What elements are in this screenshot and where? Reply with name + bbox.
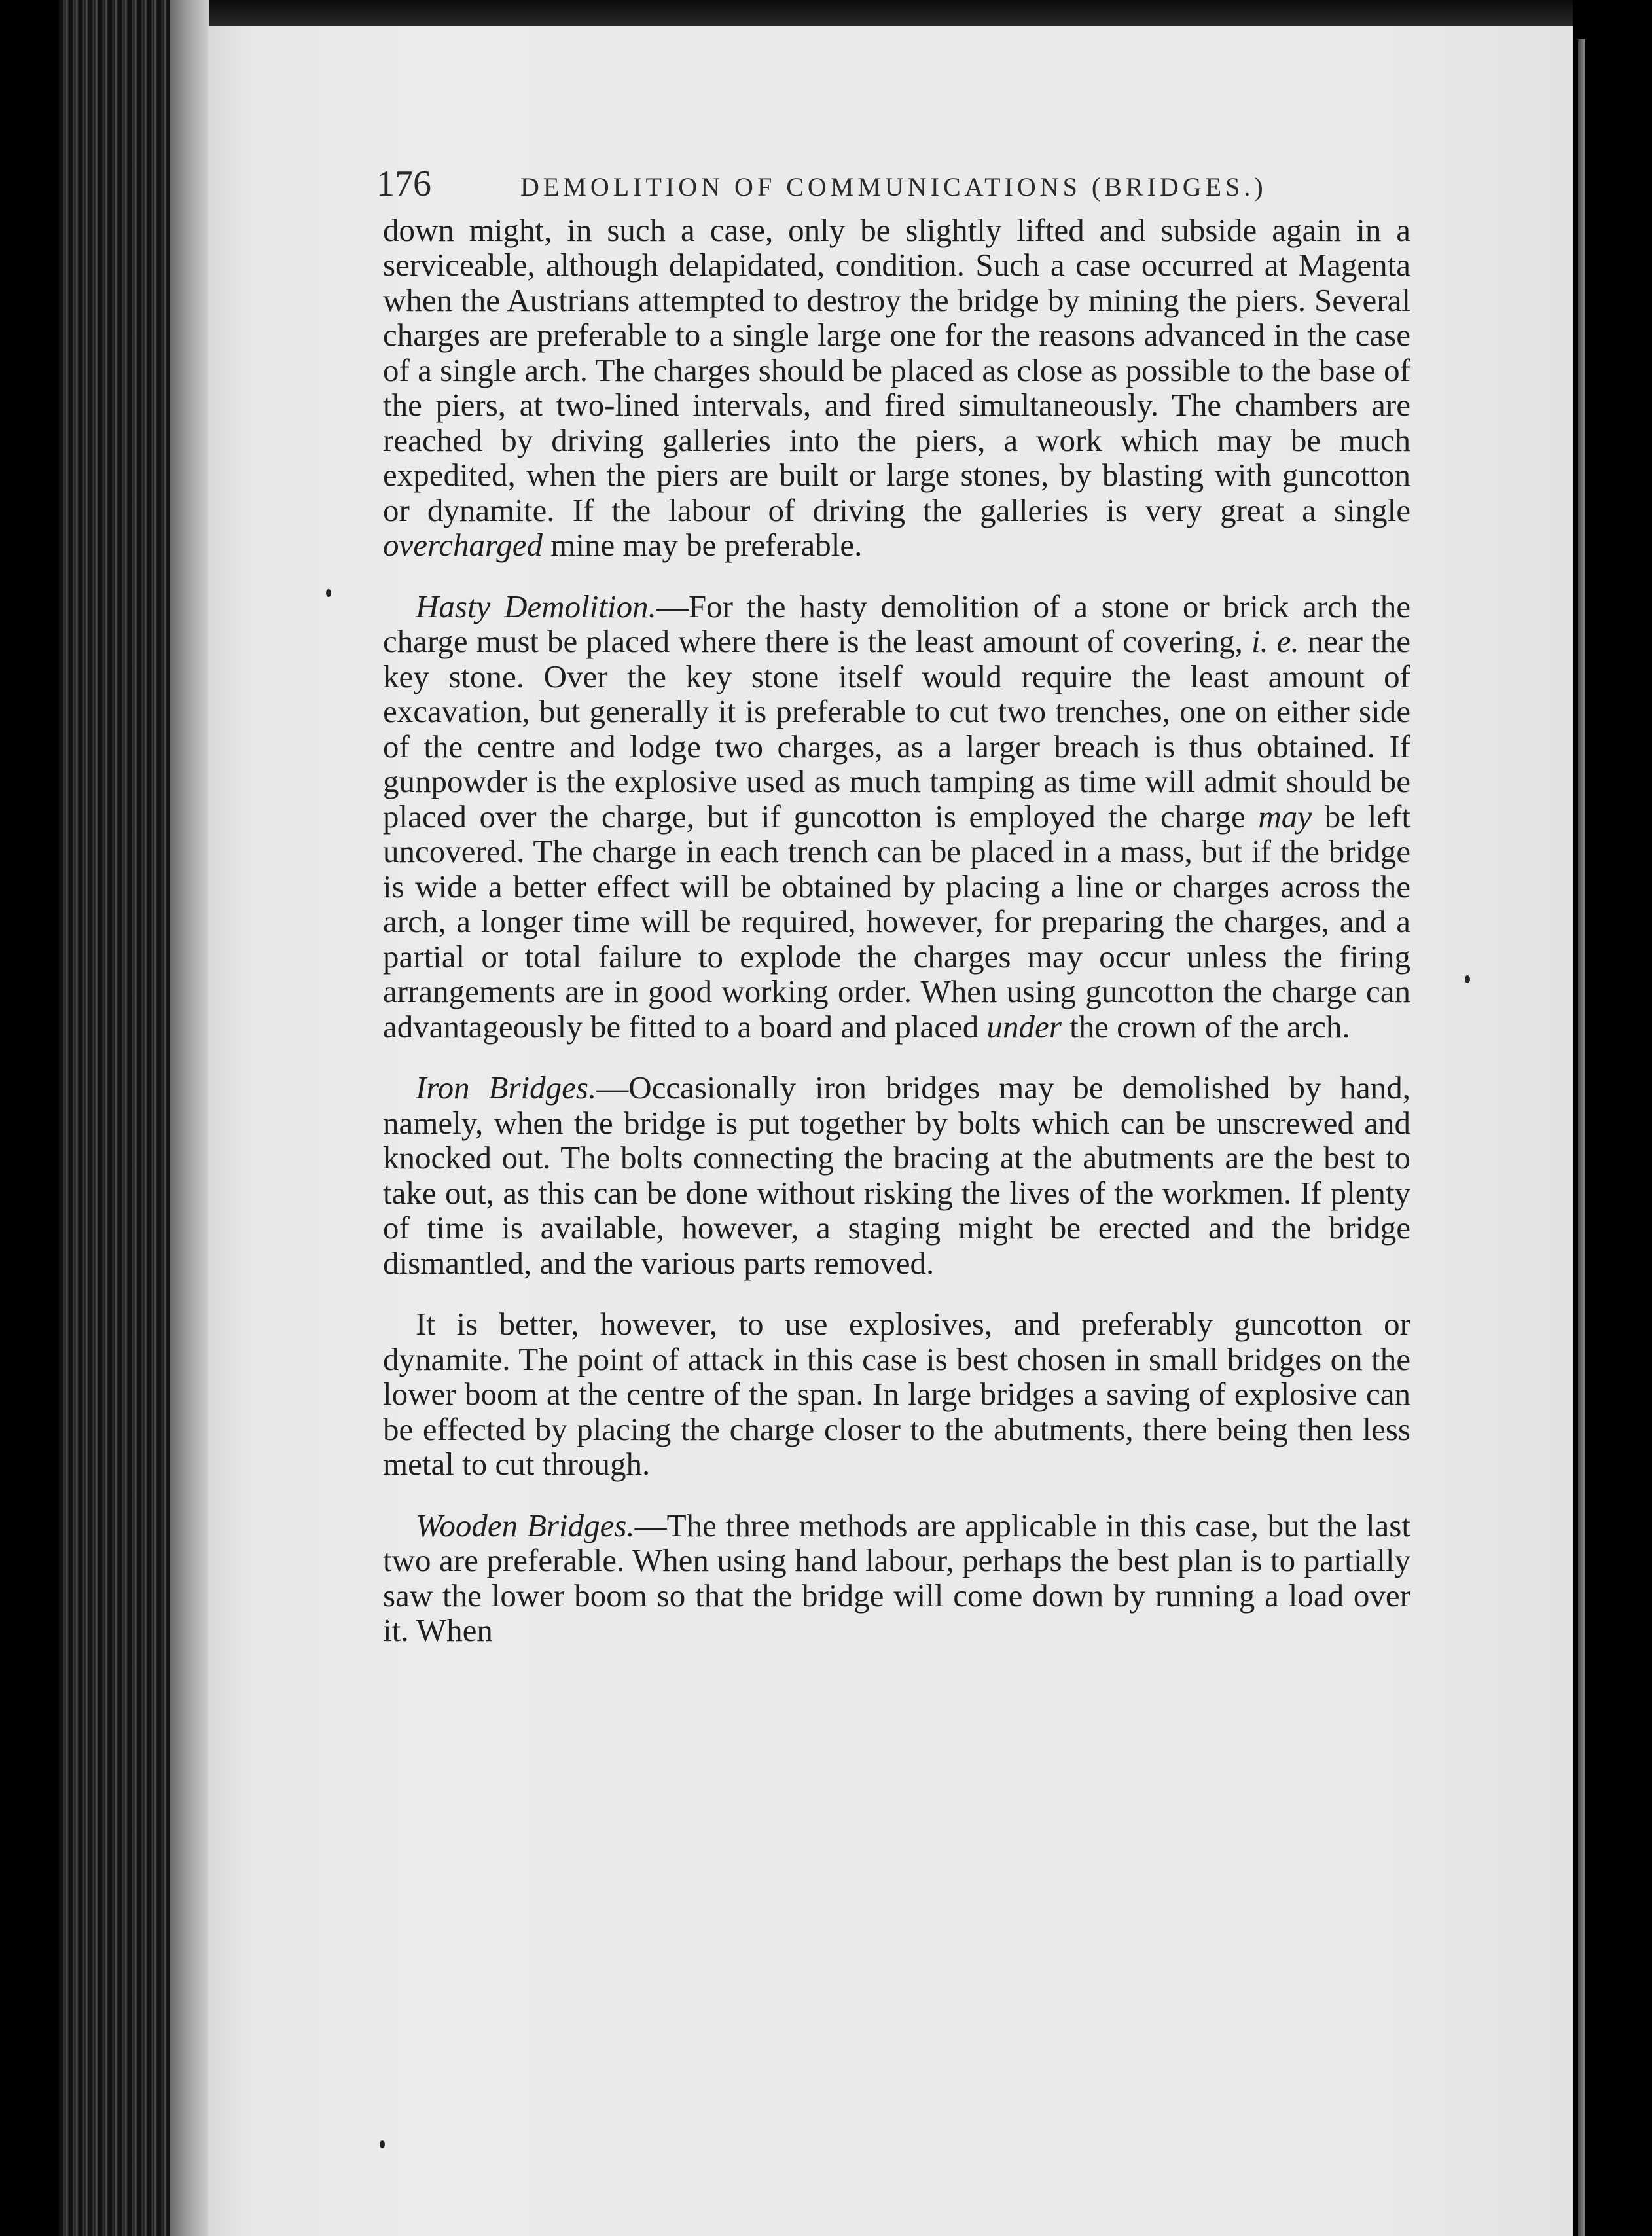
italic-term: under (986, 1008, 1062, 1045)
italic-term: overcharged (383, 527, 543, 563)
stray-mark (1465, 975, 1470, 983)
right-gutter (1573, 0, 1652, 2236)
paragraph: Iron Bridges.—Occasionally iron bridges may be demolished by hand, namely, when the bridge is put together by bolts which can be unscrewed and knocked out. The bolts connecting the bracing at the abutments are the best to take out, as this can be done without risking the lives of the workmen. If plenty of time is available, however, a staging might be erected and the bridge dismantled, and the various parts removed. (383, 1070, 1410, 1281)
page-text (376, 164, 1410, 1648)
paragraph-heading: Wooden Bridges. (416, 1507, 635, 1543)
book-page-edges (59, 0, 209, 2236)
paragraph: down might, in such a case, only be slightly lifted and subside again in a serviceable, although delapidated, condition. Such a case occurred at Magenta when the Austrians attempted to destroy the bridge by mining the piers. Several charges are preferable to a single large one for the reasons advanced in the case of a single arch. The charges should be placed as close as possible to the base of the piers, at two-lined intervals, and fired simultaneously. The chambers are reached by driving galleries into the piers, a work which may be much expedited, when the piers are built or large stones, by blasting with guncotton or dynamite. If the labour of driving the galleries is very great a single overcharged mine may be preferable. (383, 211, 1410, 563)
running-head (376, 164, 1410, 205)
paragraph-heading: Iron Bridges. (416, 1070, 597, 1106)
page-number: 176 (376, 164, 431, 204)
paragraph: It is better, however, to use explosives, and preferably guncotton or dynamite. The point of attack in this case is best chosen in small bridges on the lower boom at the centre of the span. In large bridges a saving of explosive can be effected by placing the charge closer to the abutments, there being then less metal to cut through. (383, 1306, 1410, 1482)
italic-term: i. e. (1251, 623, 1299, 659)
stray-mark (326, 589, 331, 597)
running-title: DEMOLITION OF COMMUNICATIONS (BRIDGES.) (520, 172, 1267, 202)
paragraph: Wooden Bridges.—The three methods are applicable in this case, but the last two are preferable. When using hand labour, perhaps the best plan is to partially saw the lower boom so that the bridge will come down by running a load over it. When (383, 1507, 1410, 1648)
paragraph: Hasty Demolition.—For the hasty demolition of a stone or brick arch the charge must be placed where there is the least amount of covering, i. e. near the key stone. Over the key stone itself would require the least amount of excavation, but generally it is preferable to cut two trenches, one on either side of the centre and lodge two charges, as a larger breach is thus obtained. If gunpowder is the explosive used as much tamping as time will admit should be placed over the charge, but if guncotton is employed the charge may be left uncovered. The charge in each trench can be placed in a mass, but if the bridge is wide a better effect will be obtained by placing a line or charges across the arch, a longer time will be required, however, for preparing the charges, and a partial or total failure to explode the charges may occur unless the firing arrangements are in good working order. When using guncotton the charge can advantageously be fitted to a board and placed under the crown of the arch. (383, 588, 1410, 1045)
paragraph-heading: Hasty Demolition. (416, 588, 656, 624)
stray-mark (380, 2140, 385, 2148)
italic-term: may (1258, 798, 1312, 835)
scan-top-border (151, 0, 1584, 26)
